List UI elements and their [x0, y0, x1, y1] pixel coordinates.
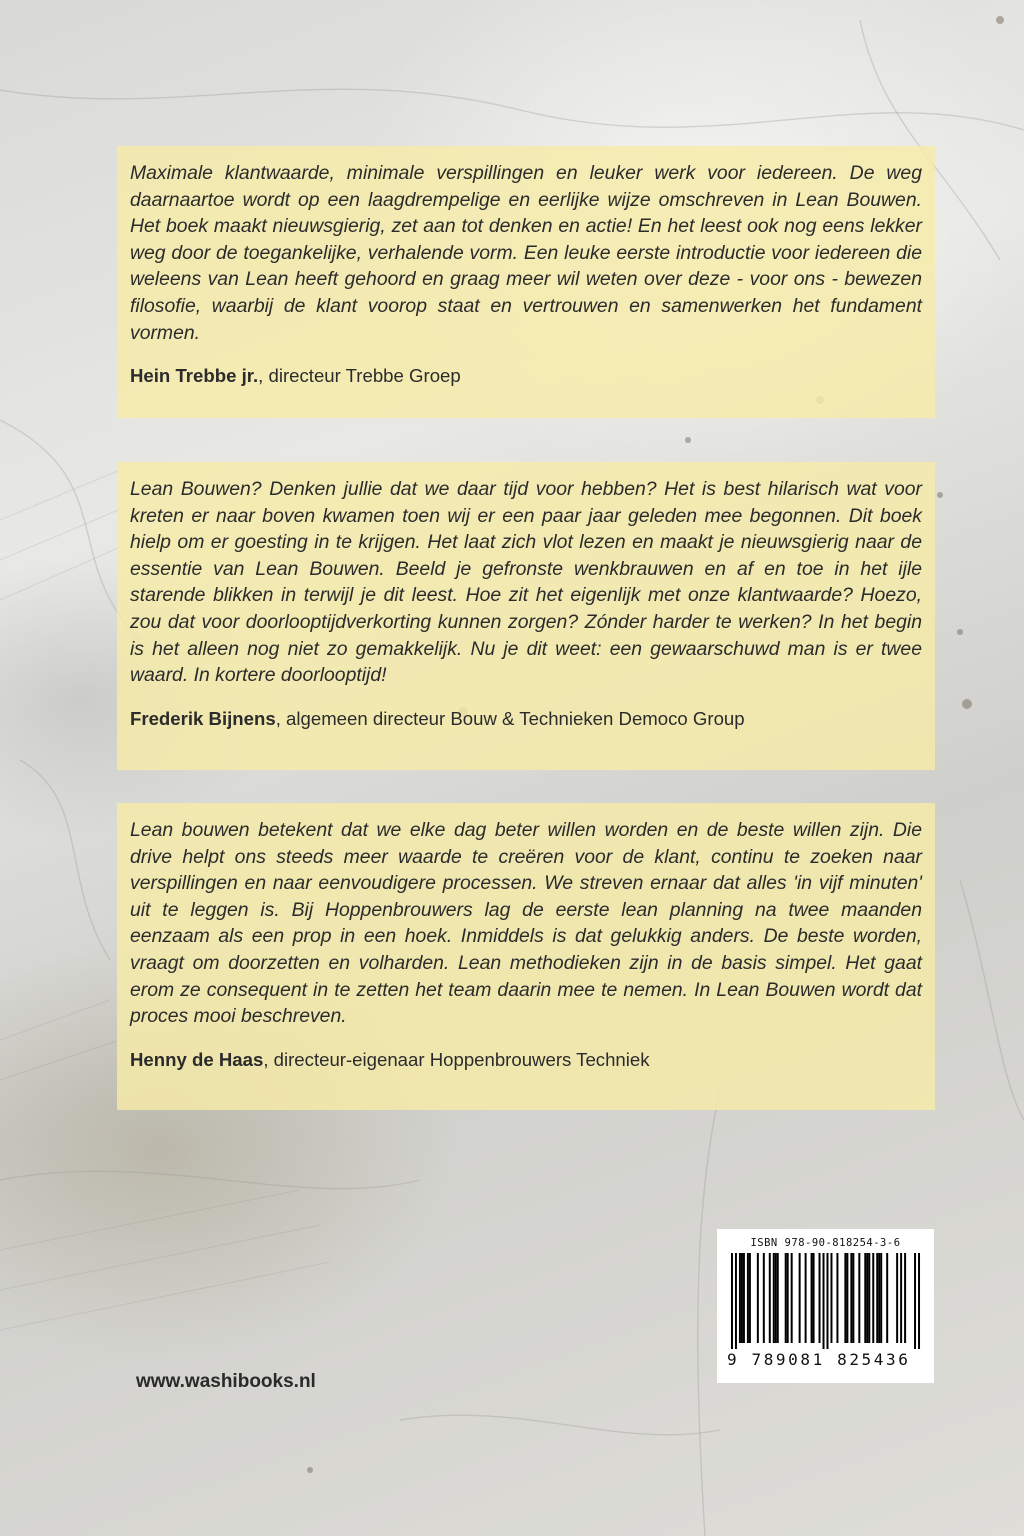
barcode-bar — [846, 1253, 848, 1343]
barcode-bar — [785, 1253, 787, 1343]
quote-card-3 — [117, 803, 935, 1110]
barcode-digits: 9 789081 825436 — [727, 1350, 911, 1369]
quote-card-2 — [117, 462, 935, 770]
quote-attribution — [130, 364, 922, 388]
barcode-bar — [787, 1253, 789, 1343]
barcode-bar — [743, 1253, 745, 1343]
barcode-bar — [876, 1253, 878, 1343]
barcode-bar — [749, 1253, 751, 1343]
barcode-bars — [727, 1253, 924, 1349]
barcode-bar — [868, 1253, 870, 1343]
isbn-label: ISBN 978-90-818254-3-6 — [750, 1237, 901, 1249]
barcode-bar — [844, 1253, 846, 1343]
barcode-bar — [900, 1253, 902, 1343]
barcode-bar — [866, 1253, 868, 1343]
barcode-bar — [850, 1253, 852, 1343]
isbn-barcode — [717, 1229, 934, 1383]
barcode-bar — [731, 1253, 733, 1349]
barcode-bar — [823, 1253, 825, 1349]
author-role: , directeur Trebbe Groep — [258, 365, 461, 387]
barcode-bar — [813, 1253, 815, 1343]
barcode-bar — [769, 1253, 771, 1343]
barcode-bar — [791, 1253, 793, 1343]
barcode-bar — [918, 1253, 920, 1349]
quote-text: Lean bouwen betekent dat we elke dag beter willen worden en de beste willen zijn. Die drive helpt ons steeds meer waarde te creëren voor de klant, continu te zoeken naar verspillingen en naar eenvoudigere processen. We streven ernaar dat alles 'in vijf minuten' uit te leggen is. Bij Hoppenbrouwers lag de eerste lean planning na twee maanden eenzaam als een prop in een hoek. Inmiddels is dat gelukkig anders. De beste worden, vraagt om doorzetten en volharden. Lean methodieken zijn in de basis simpel. Het gaat erom ze consequent in te zetten het team daarin mee te nemen. In Lean Bouwen wordt dat proces mooi beschreven. — [130, 819, 922, 1028]
barcode-bar — [852, 1253, 854, 1343]
barcode-bar — [757, 1253, 759, 1343]
barcode-bar — [830, 1253, 832, 1343]
barcode-bar — [747, 1253, 749, 1343]
barcode-bar — [872, 1253, 874, 1343]
barcode-bar — [775, 1253, 777, 1343]
quote-text: Maximale klantwaarde, minimale verspillingen en leuker werk voor iedereen. De weg daarnaartoe wordt op een laagdrempelige en eerlijke wijze omschreven in Lean Bouwen. Het boek maakt nieuwsgierig, zet aan tot denken en actie! En het leest ook nog eens lekker weg door de toegankelijke, verhalende vorm. Een leuke eerste introductie voor iedereen die weleens van Lean heeft gehoord en graag meer wil weten over deze - voor ons - bewezen filosofie, waarbij de klant voorop staat en vertrouwen en samenwerken het fundament vormen. — [130, 162, 922, 344]
barcode-bar — [880, 1253, 882, 1343]
barcode-bar — [739, 1253, 741, 1343]
quote-text: Lean Bouwen? Denken jullie dat we daar tijd voor hebben? Het is best hilarisch wat voor kreten er naar boven kwamen toen wij er een paar jaar geleden mee begonnen. Dit boek hielp om er goesting in te krijgen. Het laat zich vlot lezen en maakt je nieuwsgierig naar de essentie van Lean Bouwen. Beeld je gefronste wenkbrauwen en af en toe in het ijle starende blikken in terwijl je dit leest. Hoe zit het eigenlijk met onze klantwaarde? Hoezo, zou dat voor doorlooptijdverkorting kunnen zorgen? Zónder harder te werken? In het begin is het alleen nog niet zo gemakkelijk. Nu je dit weet: een gewaarschuwd man is er twee waard. In kortere doorlooptijd! — [130, 478, 922, 687]
barcode-bar — [836, 1253, 838, 1343]
barcode-bar — [904, 1253, 906, 1343]
author-name: Hein Trebbe jr. — [130, 365, 259, 387]
author-name: Frederik Bijnens — [130, 707, 276, 729]
barcode-bar — [773, 1253, 775, 1343]
barcode-bar — [826, 1253, 828, 1349]
quote-attribution — [130, 1048, 922, 1072]
barcode-bar — [799, 1253, 801, 1343]
barcode-bar — [741, 1253, 743, 1343]
publisher-website: www.washibooks.nl — [136, 1371, 316, 1392]
author-role: , algemeen directeur Bouw & Technieken Democo Group — [275, 707, 745, 729]
barcode-bar — [886, 1253, 888, 1343]
barcode-bar — [878, 1253, 880, 1343]
barcode-bar — [777, 1253, 779, 1343]
author-name: Henny de Haas — [130, 1048, 264, 1070]
quote-attribution — [130, 707, 922, 731]
barcode-bar — [896, 1253, 898, 1343]
barcode-bar — [811, 1253, 813, 1343]
barcode-bar — [858, 1253, 860, 1343]
barcode-bar — [819, 1253, 821, 1343]
barcode-bar — [735, 1253, 737, 1349]
quote-card-1 — [117, 146, 935, 418]
barcode-bar — [864, 1253, 866, 1343]
barcode-bar — [805, 1253, 807, 1343]
barcode-bar — [914, 1253, 916, 1349]
author-role: , directeur-eigenaar Hoppenbrouwers Techniek — [263, 1048, 650, 1070]
barcode-bar — [763, 1253, 765, 1343]
